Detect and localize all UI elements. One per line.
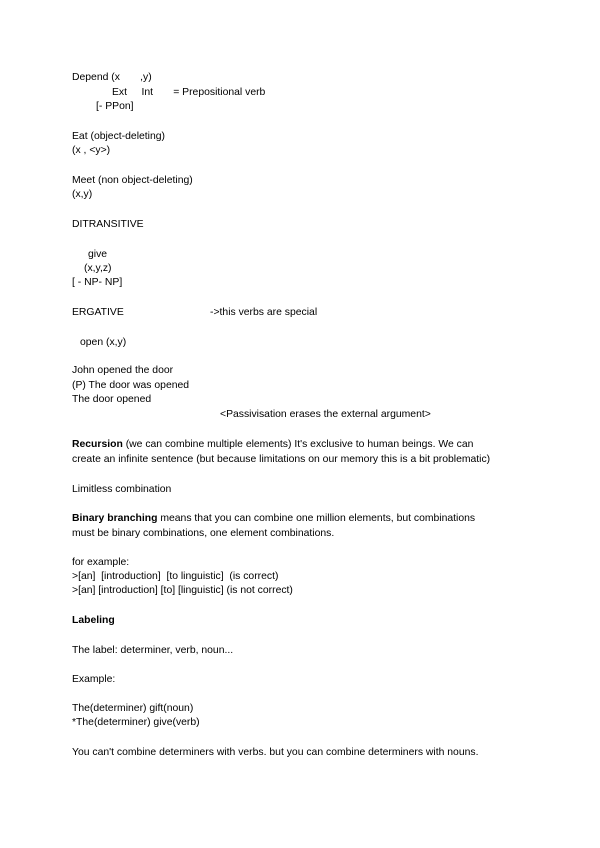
example-give: *The(determiner) give(verb) [72,717,200,728]
example-ergative: The door opened [72,394,152,405]
meet-title: Meet (non object-deleting) [72,175,193,186]
open-args: open (x,y) [80,337,127,348]
example-active: John opened the door [72,365,174,376]
ergative-note: ->this verbs are special [210,307,318,318]
incorrect-example: >[an] [introduction] [to] [linguistic] (is not correct) [72,585,293,596]
example-passive: (P) The door was opened [72,380,190,391]
passivisation-note: <Passivisation erases the external argument> [220,409,431,420]
binary-text: means that you can combine one million elements, but combinations [157,513,476,524]
give-verb: give [88,249,108,260]
for-example: for example: [72,557,130,568]
labeling-heading: Labeling [72,615,115,626]
recursion-line-2: create an infinite sentence (but because limitations on our memory this is a bit problematic) [72,454,491,465]
example-heading: Example: [72,674,116,685]
recursion-term: Recursion [72,439,123,450]
eat-title: Eat (object-deleting) [72,131,165,142]
recursion-text: (we can combine multiple elements) It's exclusive to human beings. We can [122,439,474,450]
conclusion: You can't combine determiners with verbs. but you can combine determiners with nouns. [72,747,479,758]
depend-frame: [- PPon] [96,101,134,112]
label-description: The label: determiner, verb, noun... [72,645,234,656]
binary-line-2: must be binary combinations, one element combinations. [72,528,335,539]
example-gift: The(determiner) gift(noun) [72,703,194,714]
binary-term: Binary branching [72,513,158,524]
give-args: (x,y,z) [84,263,112,274]
correct-example: >[an] [introduction] [to linguistic] (is correct) [72,571,279,582]
ergative-heading: ERGATIVE [72,307,124,318]
ditransitive-heading: DITRANSITIVE [72,219,144,230]
eat-args: (x , <y>) [72,145,111,156]
binary-line-1 [72,512,475,526]
depend-title: Depend (x ,y) [72,72,152,83]
recursion-line-1 [72,438,473,452]
give-frame: [ - NP- NP] [72,277,123,288]
limitless-combination: Limitless combination [72,484,172,495]
meet-args: (x,y) [72,189,93,200]
depend-roles: Ext Int = Prepositional verb [112,87,266,98]
